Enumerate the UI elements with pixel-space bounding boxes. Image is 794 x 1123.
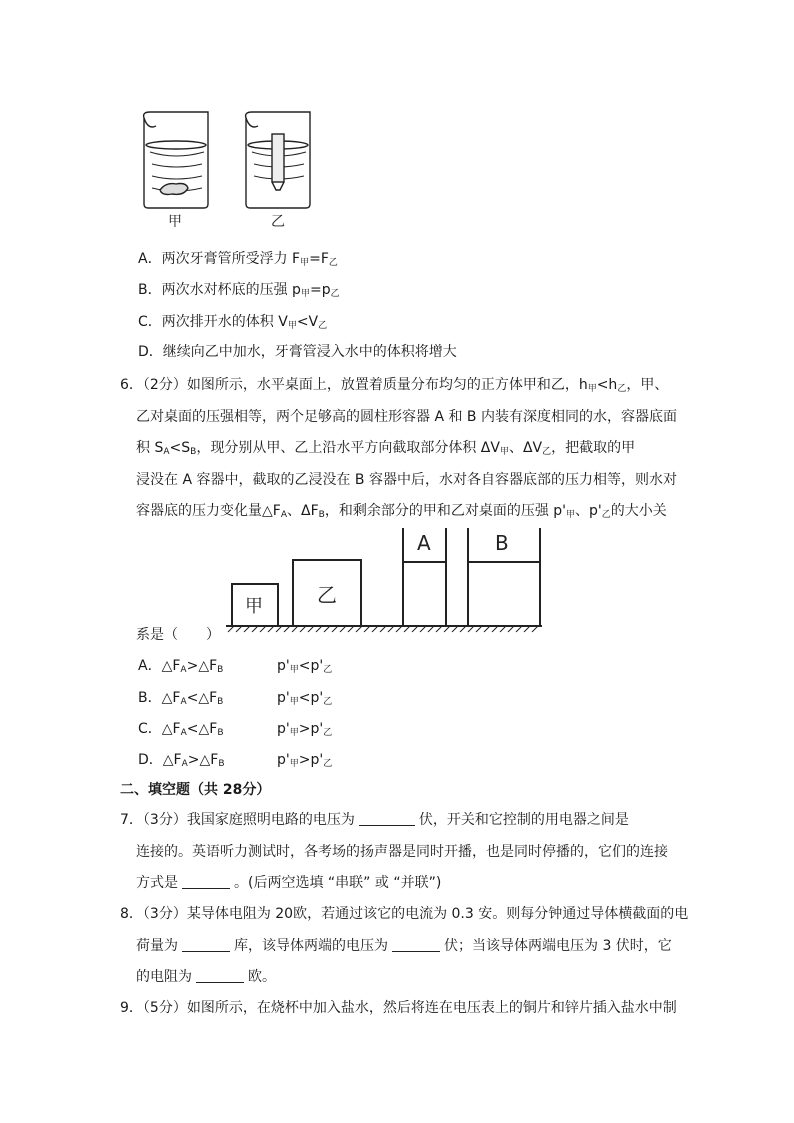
cube-yi-label: 乙 (317, 583, 337, 607)
q6-option-a: A．$\triangle F_A>\triangle F_B$ (138, 658, 224, 675)
q5-option-d: D．继续向乙中加水，牙膏管浸入水中的体积将增大 (138, 344, 457, 360)
q8-blank-1[interactable] (182, 937, 230, 952)
beaker-right (246, 112, 310, 208)
container-a-label: A (417, 531, 431, 555)
q6-line-5: 容器底的压力变化量$\triangle F_A$、$\Delta F_B$，和剩余部分的甲和乙对桌面的压强 $p'_甲$、$p'_乙$的大小关 (136, 503, 667, 520)
q6-option-a-p: $p'_甲<p'_乙$ (277, 658, 333, 675)
q6-option-b-p: $p'_甲<p'_乙$ (277, 690, 333, 707)
q6-option-b: B．$\triangle F_A<\triangle F_B$ (138, 690, 224, 707)
beaker-figure (136, 108, 316, 230)
q7-line-1: 7．（3分）我国家庭照明电路的电压为 伏，开关和它控制的用电器之间是 (120, 812, 629, 828)
q6-line-6: 系是（ ） (136, 627, 220, 643)
cube-jia-label: 甲 (245, 596, 263, 617)
beaker-right-label: 乙 (271, 214, 285, 230)
q6-line-2: 乙对桌面的压强相等，两个足够高的圆柱形容器 A 和 B 内装有深度相同的水，容器底面 (136, 409, 677, 425)
q6-option-c-p: $p'_甲>p'_乙$ (277, 721, 333, 738)
q6-option-d: D．$\triangle F_A>\triangle F_B$ (138, 752, 225, 769)
q7-blank-1[interactable] (359, 811, 415, 826)
q8-line-2: 荷量为 库，该导体两端的电压为 伏；当该导体两端电压为 3 伏时，它 (136, 938, 672, 954)
cubes-containers-figure (224, 526, 546, 634)
q5-option-b: B．两次水对杯底的压强 $p_甲=p_乙$ (138, 282, 340, 299)
q6-line-3: 积 $S_A<S_B$，现分别从甲、乙上沿水平方向截取部分体积 $\Delta V_甲$、$\Delta V_乙$，把截取的甲 (136, 440, 636, 457)
q6-option-c: C．$\triangle F_A<\triangle F_B$ (138, 721, 224, 738)
beaker-left-label: 甲 (168, 214, 182, 230)
q8-line-3: 的电阻为 欧。 (136, 969, 276, 985)
q6-line-1: 6．（2分）如图所示，水平桌面上，放置着质量分布均匀的正方体甲和乙，$h_甲<h_乙$，甲、 (120, 377, 669, 394)
q8-line-1: 8．（3分）某导体电阻为 20欧，若通过该它的电流为 0.3 安。则每分钟通过导体横截面的电 (120, 906, 689, 922)
q5-option-a: A．两次牙膏管所受浮力 $F_甲=F_乙$ (138, 251, 338, 268)
section-title: 二、填空题（共 28分） (120, 782, 271, 798)
beaker-left (144, 112, 208, 208)
q8-blank-3[interactable] (196, 968, 244, 983)
q6-option-d-p: $p'_甲>p'_乙$ (277, 752, 333, 769)
q6-line-4: 浸没在 A 容器中，截取的乙浸没在 B 容器中后，水对各自容器底部的压力相等，则水对 (136, 472, 677, 488)
q7-line-2: 连接的。英语听力测试时，各考场的扬声器是同时开播，也是同时停播的，它们的连接 (136, 844, 668, 860)
container-b-label: B (495, 531, 509, 555)
q7-blank-3[interactable] (182, 874, 230, 889)
q8-blank-2[interactable] (392, 937, 440, 952)
q9-line-1: 9．（5分）如图所示，在烧杯中加入盐水，然后将连在电压表上的铜片和锌片插入盐水中制 (120, 1000, 677, 1016)
q7-line-3: 方式是 。(后两空选填 “串联” 或 “并联”) (136, 875, 442, 891)
q5-option-c: C．两次排开水的体积 $V_甲<V_乙$ (138, 314, 328, 331)
